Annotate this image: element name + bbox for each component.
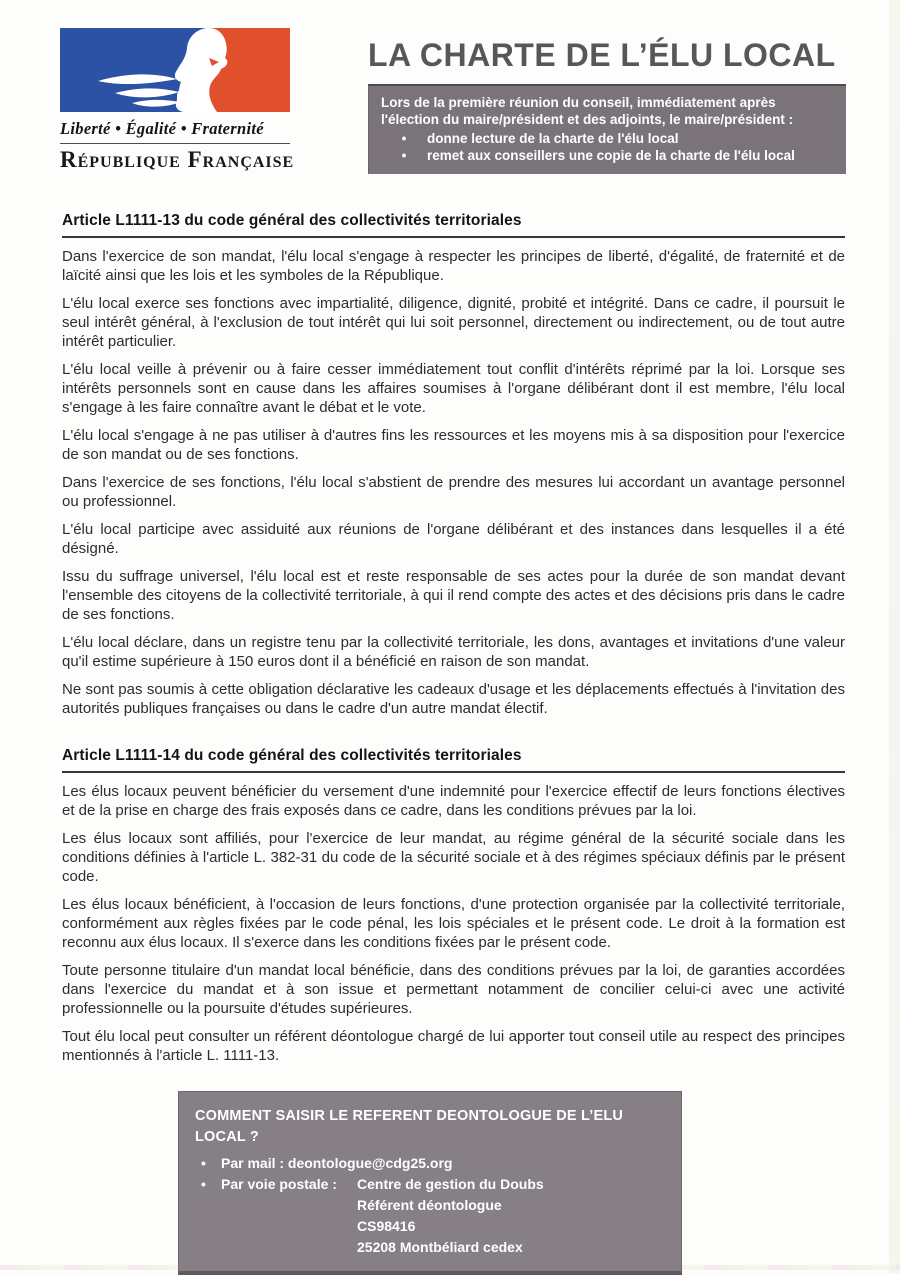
paragraph: L'élu local s'engage à ne pas utiliser à d'autres fins les ressources et les moyens mis à sa disposition pour l'exercice de son mandat ou de ses fonctions. xyxy=(62,427,845,463)
paragraph: Ne sont pas soumis à cette obligation déclarative les cadeaux d'usage et les déplacements effectués à l'invitation des autorités publiques françaises ou dans le cadre d'un autre mandat électif. xyxy=(62,681,845,717)
postal-address-line: CS98416 xyxy=(357,1218,416,1234)
logo-divider xyxy=(60,143,290,144)
scan-edge-artifact xyxy=(889,0,900,1273)
contact-mail-item xyxy=(195,1153,665,1174)
contact-postal-item xyxy=(195,1174,665,1258)
section-article-l1111-14 xyxy=(62,747,845,1065)
page-title: LA CHARTE DE L’ÉLU LOCAL xyxy=(368,37,836,73)
bullet-icon: • xyxy=(201,1176,206,1192)
paragraph: Tout élu local peut consulter un référent déontologue chargé de lui apporter tout conseil utile au respect des principes mentionnés à l'article L. 1111-13. xyxy=(62,1028,845,1064)
notice-bullet-item: • donne lecture de la charte de l'élu local xyxy=(381,130,836,147)
paragraph: Les élus locaux bénéficient, à l'occasion de leurs fonctions, d'une protection organisée par la collectivité territoriale, conformément aux règles fixées par le code pénal, les lois spéciales et le présent code. Le droit à la formation est reconnu aux élus locaux. Il s'exerce dans les conditions fixées par le présent code. xyxy=(62,896,845,951)
paragraph: Les élus locaux sont affiliés, pour l'exercice de leur mandat, au régime général de la sécurité sociale dans les conditions définies à l'article L. 382-31 du code de la sécurité sociale et à des régimes spéciaux définis par le présent code. xyxy=(62,830,845,885)
section-article-l1111-13 xyxy=(62,212,845,718)
postal-address xyxy=(357,1174,544,1258)
logo-country-name: République Française xyxy=(60,147,295,172)
header xyxy=(368,38,846,174)
notice-intro: Lors de la première réunion du conseil, immédiatement après l'élection du maire/président et des adjoints, le maire/président : xyxy=(381,95,794,128)
logo-motto: Liberté • Égalité • Fraternité xyxy=(60,119,264,138)
paragraph: L'élu local exerce ses fonctions avec impartialité, diligence, dignité, probité et intégrité. Dans ce cadre, il poursuit le seul intérêt général, à l'exclusion de tout intérêt qui lui soit personnel, directement ou indirectement, ou de tout autre intérêt particulier. xyxy=(62,295,845,350)
contact-box-title: COMMENT SAISIR LE REFERENT DEONTOLOGUE DE L’ELU LOCAL ? xyxy=(195,1108,624,1145)
first-meeting-notice xyxy=(368,84,846,174)
paragraph: Dans l'exercice de son mandat, l'élu local s'engage à respecter les principes de liberté, d'égalité, de fraternité et de laïcité ainsi que les lois et les symboles de la République. xyxy=(62,248,845,284)
paragraph: Dans l'exercice de ses fonctions, l'élu local s'abstient de prendre des mesures lui accordant un avantage personnel ou professionnel. xyxy=(62,474,845,510)
postal-address-line: 25208 Montbéliard cedex xyxy=(357,1239,523,1255)
heading-rule xyxy=(62,771,845,773)
bullet-icon: • xyxy=(201,1155,206,1171)
french-republic-logo xyxy=(60,28,295,173)
paragraph: L'élu local déclare, dans un registre tenu par la collectivité territoriale, les dons, avantages et invitations d'une valeur qu'il estime supérieure à 150 euros dont il a bénéficié en raison de son mandat. xyxy=(62,634,845,670)
paragraph: Toute personne titulaire d'un mandat local bénéficie, dans des conditions prévues par la loi, de garanties accordées dans l'exercice du mandat et à son issue et permettant notamment de concilier celui-ci avec une activité professionnelle ou la poursuite d'études supérieures. xyxy=(62,962,845,1017)
postal-address-line: Centre de gestion du Doubs xyxy=(357,1176,544,1192)
section-heading: Article L1111-13 du code général des collectivités territoriales xyxy=(62,212,522,229)
heading-rule xyxy=(62,236,845,238)
bullet-icon: • xyxy=(401,148,407,164)
document-body xyxy=(62,212,845,1275)
bullet-icon: • xyxy=(401,131,407,147)
contact-mail-line: Par mail : deontologue@cdg25.org xyxy=(221,1155,453,1171)
marianne-logo-icon xyxy=(60,28,290,112)
paragraph: Les élus locaux peuvent bénéficier du versement d'une indemnité pour l'exercice effectif de leurs fonctions électives et de la prise en charge des frais exposés dans ce cadre, dans les conditions prévues par la loi. xyxy=(62,783,845,819)
deontologue-contact-box xyxy=(178,1091,682,1275)
postal-label: Par voie postale : xyxy=(221,1176,337,1192)
paragraph: Issu du suffrage universel, l'élu local est et reste responsable de ses actes pour la durée de son mandat devant l'ensemble des citoyens de la collectivité territoriale, à qui il rend compte des actes et des décisions pris dans le cadre de ses fonctions. xyxy=(62,568,845,623)
notice-bullet-item: • remet aux conseillers une copie de la charte de l'élu local xyxy=(381,147,836,164)
paragraph: L'élu local participe avec assiduité aux réunions de l'organe délibérant et des instances dans lesquelles il a été désigné. xyxy=(62,521,845,557)
postal-address-line: Référent déontologue xyxy=(357,1197,502,1213)
section-heading: Article L1111-14 du code général des collectivités territoriales xyxy=(62,747,522,764)
paragraph: L'élu local veille à prévenir ou à faire cesser immédiatement tout conflit d'intérêts réprimé par la loi. Lorsque ses intérêts personnels sont en cause dans les affaires soumises à l'organe délibérant dont il est membre, l'élu local s'engage à les faire connaître avant le débat et le vote. xyxy=(62,361,845,416)
